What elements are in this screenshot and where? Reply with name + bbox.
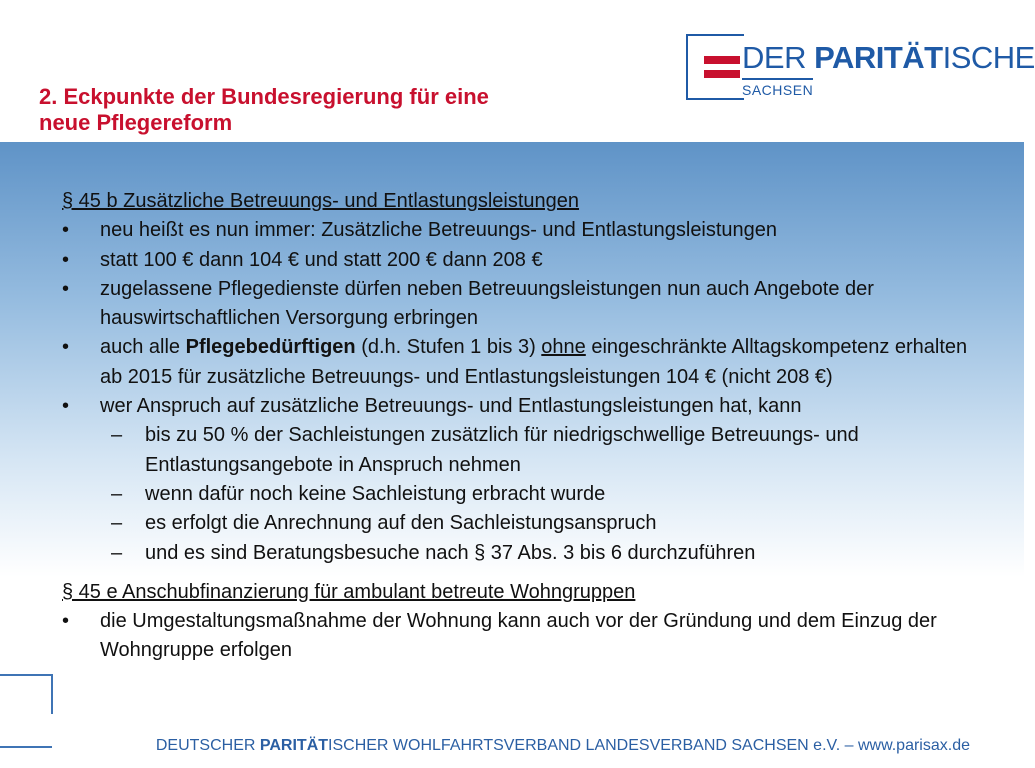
bullet-icon: •	[62, 336, 70, 359]
footer-bold: PARITÄT	[259, 737, 329, 754]
sub-bullet-text: und es sind Beratungsbesuche nach § 37 Abs. 3 bis 6 durchzuführen	[145, 541, 756, 564]
section-heading-45e: § 45 e Anschubfinanzierung für ambulant betreute Wohngruppen	[62, 580, 636, 603]
sub-bullet-item	[62, 480, 992, 509]
bullet-icon: •	[62, 248, 70, 271]
section-heading-45b: § 45 b Zusätzliche Betreuungs- und Entlastungsleistungen	[62, 190, 580, 212]
bullet-text: neu heißt es nun immer: Zusätzliche Betreuungs- und Entlastungsleistungen	[100, 219, 778, 242]
logo-subtitle: SACHSEN	[742, 78, 813, 98]
bullet-item	[62, 333, 992, 392]
corner-decoration-icon	[0, 674, 53, 714]
bullet-item	[62, 392, 992, 421]
bullet-icon: •	[62, 277, 70, 300]
bullet-text: statt 100 € dann 104 € und statt 200 € dann 208 €	[100, 248, 543, 271]
bullet-icon: •	[62, 395, 70, 418]
dash-icon: –	[111, 541, 123, 564]
sub-bullet-item	[62, 539, 992, 568]
bullet-icon: •	[62, 610, 70, 633]
section-spacer	[62, 568, 992, 578]
dash-icon: –	[111, 482, 123, 505]
bullet-text: die Umgestaltungsmaßnahme der Wohnung kann auch vor der Gründung und dem Einzug der Wohngruppe erfolgen	[100, 610, 937, 662]
emphasis-ohne: ohne	[541, 336, 586, 359]
logo-stripe-icon	[704, 56, 740, 64]
footer-line-decoration	[0, 746, 52, 748]
emphasis-pflegebeduerftigen: Pflegebedürftigen	[185, 336, 356, 359]
slide-title	[39, 84, 599, 136]
bullet-text: wer Anspruch auf zusätzliche Betreuungs- und Entlastungsleistungen hat, kann	[100, 395, 802, 418]
bullet-text: zugelassene Pflegedienste dürfen neben Betreuungsleistungen nun auch Angebote der hauswirtschaftlichen Versorgung erbringen	[100, 277, 874, 330]
slide-body	[62, 187, 992, 666]
bullet-item	[62, 275, 992, 334]
slide-title-line-2: neue Pflegereform	[39, 110, 233, 135]
logo-name: DER PARITÄTISCHE	[742, 40, 1035, 75]
sub-bullet-item	[62, 509, 992, 538]
dash-icon: –	[111, 424, 123, 447]
bullet-item	[62, 216, 992, 245]
sub-bullet-text: bis zu 50 % der Sachleistungen zusätzlich für niedrigschwellige Betreuungs- und Entlastungsangebote in Anspruch nehmen	[145, 424, 859, 476]
bullet-text: auch alle Pflegebedürftigen (d.h. Stufen 1 bis 3) ohne eingeschränkte Alltagskompetenz erhalten ab 2015 für zusätzliche Betreuungs- und Entlastungsleistungen 104 € (nicht 208 €)	[100, 336, 968, 388]
footer: DEUTSCHER PARITÄTISCHER WOHLFAHRTSVERBAND LANDESVERBAND SACHSEN e.V. – www.parisax.de	[155, 737, 970, 754]
logo-stripe-icon	[704, 70, 740, 78]
sub-bullet-text: wenn dafür noch keine Sachleistung erbracht wurde	[145, 482, 606, 505]
bullet-icon: •	[62, 219, 70, 242]
bullet-item	[62, 246, 992, 275]
logo-frame-icon	[686, 34, 744, 100]
slide-title-line-1: 2. Eckpunkte der Bundesregierung für eine	[39, 84, 489, 109]
sub-bullet-text: es erfolgt die Anrechnung auf den Sachleistungsanspruch	[145, 512, 657, 535]
dash-icon: –	[111, 512, 123, 535]
sub-bullet-item	[62, 421, 992, 480]
bullet-item	[62, 607, 992, 666]
paritaetische-logo	[686, 30, 1035, 98]
